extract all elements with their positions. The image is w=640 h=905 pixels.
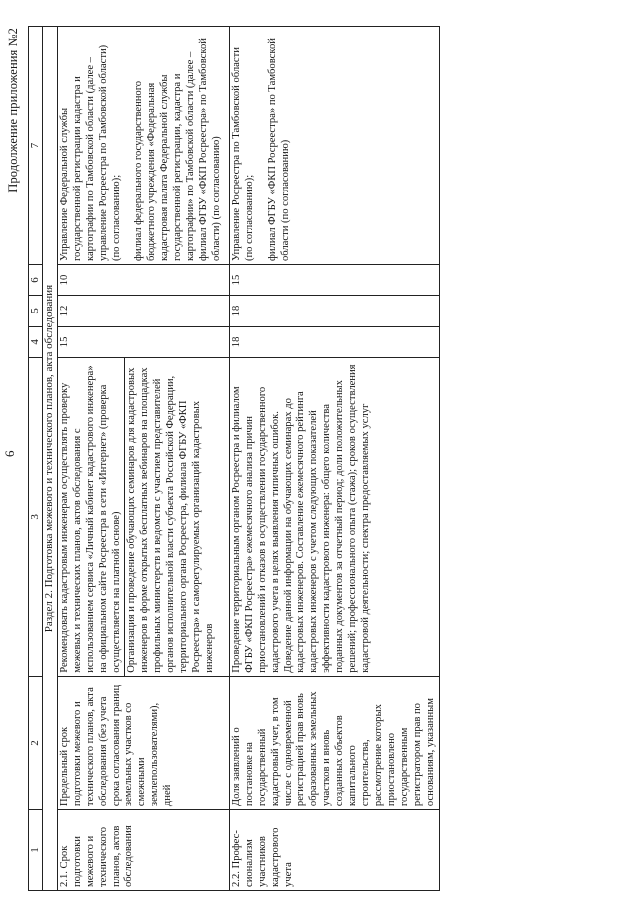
header-col-3: 3 <box>29 357 43 676</box>
value-2019: 15 <box>57 326 229 357</box>
header-col-1: 1 <box>29 810 43 891</box>
header-col-5: 5 <box>29 295 43 326</box>
header-col-6: 6 <box>29 265 43 296</box>
page-number: 6 <box>2 450 17 457</box>
indicator-cell: 2.1. Срок подготовки межевого и технического планов, актов обследования <box>57 810 229 891</box>
measures-cell: Проведение территориальным органом Росреестра и филиалом ФГБУ «ФКП Росреестра» ежемесячного анализа причин приостановлений и отказов в осуществлении государственного кадастрового учета в целях выявления типичных ошибок. Доведение данной информации на обучающих семинарах до кадастровых инженеров. Составление ежемесячного рейтинга кадастровых инженеров с учетом следующих показателей эффективности кадастрового инженера: общего количества поданных документов за отчетный период; доли положительных решений; профессионального опыта (стажа); сроков осуществления кадастровой деятельности; спектра предоставляемых услуг <box>229 357 439 676</box>
responsible-text: филиал ФГБУ «ФКП Росреестра» по Тамбовской области (по согласованию) <box>266 38 291 262</box>
measure-text: Рекомендовать кадастровым инженерам осуществлять проверку межевых и технических планов, актов обследования с использованием сервиса «Личный кабинет кадастрового инженера» на официальном сайте Росреестра в сети «Интернет» (проверка осуществляется на платной основе) <box>58 365 122 673</box>
header-col-4: 4 <box>29 326 43 357</box>
measures-table <box>28 26 440 891</box>
indicator-cell: 2.2. Профес-сионализм участников кадастрового учета <box>229 810 439 891</box>
metric-cell: Предельный срок подготовки межевого и технического планов, акта обследования (без учета срока согласования границ земельных участков со смежными землепользователями), дней <box>57 676 229 809</box>
value-2019: 18 <box>229 326 439 357</box>
value-2020: 12 <box>57 295 229 326</box>
responsible-text: Управление Федеральной службы государственной регистрации кадастра и картографии по Тамбовской области (далее – управление Росреестра по Тамбовской области) (по согласованию); <box>58 44 122 262</box>
header-row <box>29 27 43 891</box>
responsible-cell <box>57 27 229 265</box>
value-2020: 18 <box>229 295 439 326</box>
measures-cell <box>57 357 229 676</box>
appendix-caption: Продолжение приложения №2 <box>6 28 20 193</box>
header-col-2: 2 <box>29 676 43 809</box>
metric-cell: Доля заявлений о постановке на государственный кадастровый учет, в том числе с одновременной регистрацией прав вновь образованных земельных участков и вновь созданных объектов капитального строительства, рассмотрение которых приостановлено государственным регистратором прав по основаниям, указанным <box>229 676 439 809</box>
responsible-cell <box>229 27 439 265</box>
section-title: Раздел 2. Подготовка межевого и технического планов, акта обследования <box>43 27 57 891</box>
section-row <box>43 27 57 891</box>
responsible-text: филиал федерального государственного бюджетного учреждения «Федеральная кадастровая палата Федеральной службы государственной регистрации, кадастра и картографии» по Тамбовской области (далее – филиал ФГБУ «ФКП Росреестра» по Тамбовской области) (по согласованию) <box>133 38 222 262</box>
value-2021: 15 <box>229 265 439 296</box>
header-col-7: 7 <box>29 27 43 265</box>
measure-text: Организация и проведение обучающих семинаров для кадастровых инженеров в форме открытых бесплатных вебинаров на площадках профильных министерств и ведомств с участием представителей органов исполнительной власти субъекта Российской Федерации, территориального органа Росреестра, филиала ФГБУ «ФКП Росреестра» и саморегулируемых организаций кадастровых инженеров <box>124 358 217 676</box>
value-2021: 10 <box>57 265 229 296</box>
table-row <box>57 27 229 891</box>
table-row <box>229 27 439 891</box>
responsible-text: Управление Росреестра по Тамбовской области (по согласованию); <box>230 47 255 262</box>
